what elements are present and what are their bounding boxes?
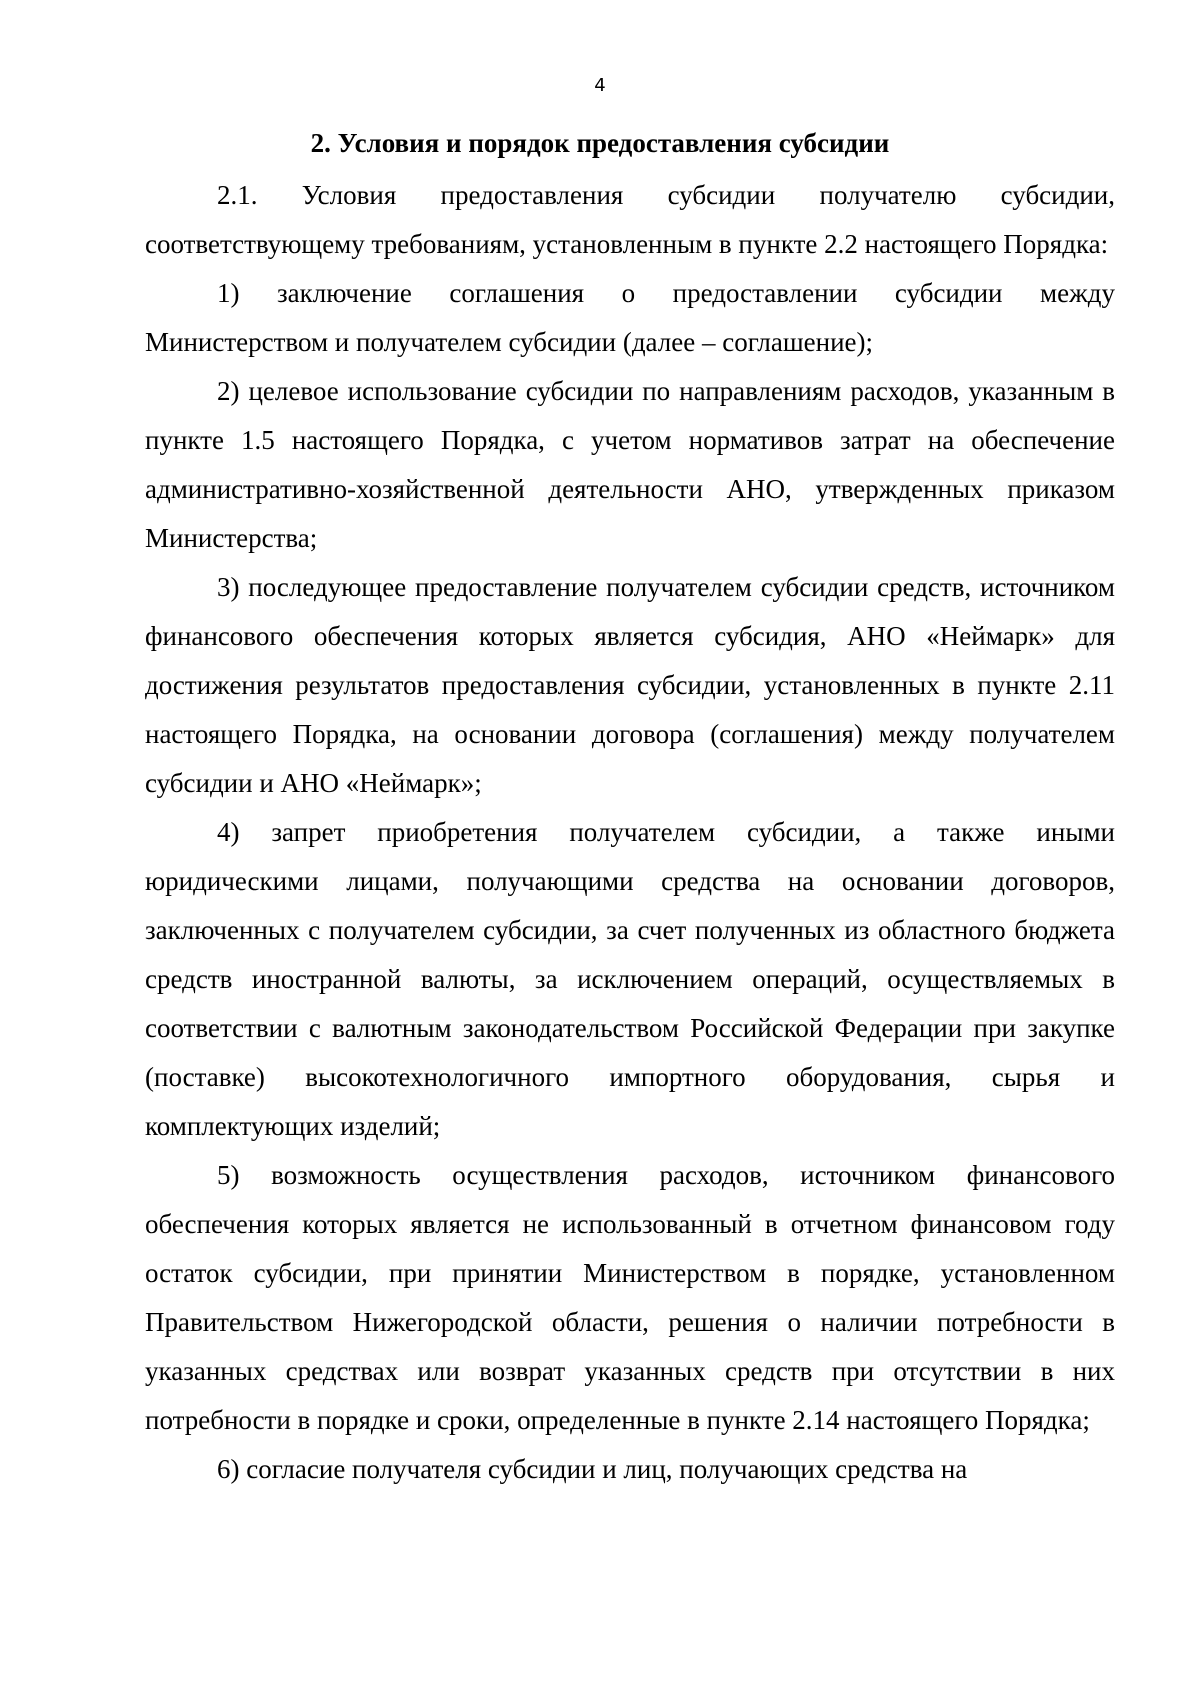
paragraph-2-1: 2.1. Условия предоставления субсидии получателю субсидии, соответствующему требованиям, установленным в пункте 2.2 настоящего Порядка: xyxy=(145,180,1115,259)
document-body xyxy=(145,171,1115,1494)
paragraph-item-1: 1) заключение соглашения о предоставлении субсидии между Министерством и получателем субсидии (далее – соглашение); xyxy=(145,278,1115,357)
paragraph-item-3: 3) последующее предоставление получателем субсидии средств, источником финансового обеспечения которых является субсидия, АНО «Неймарк» для достижения результатов предоставления субсидии, установленных в пункте 2.11 настоящего Порядка, на основании договора (соглашения) между получателем субсидии и АНО «Неймарк»; xyxy=(145,572,1115,798)
paragraph-item-2: 2) целевое использование субсидии по направлениям расходов, указанным в пункте 1.5 настоящего Порядка, с учетом нормативов затрат на обеспечение административно-хозяйственной деятельности АНО, утвержденных приказом Министерства; xyxy=(145,376,1115,553)
paragraph-item-4: 4) запрет приобретения получателем субсидии, а также иными юридическими лицами, получающими средства на основании договоров, заключенных с получателем субсидии, за счет полученных из областного бюджета средств иностранной валюты, за исключением операций, осуществляемых в соответствии с валютным законодательством Российской Федерации при закупке (поставке) высокотехнологичного импортного оборудования, сырья и комплектующих изделий; xyxy=(145,817,1115,1141)
section-title: 2. Условия и порядок предоставления субсидии xyxy=(310,128,890,158)
page-number: 4 xyxy=(594,75,606,96)
paragraph-item-5: 5) возможность осуществления расходов, источником финансового обеспечения которых является не использованный в отчетном финансовом году остаток субсидии, при принятии Министерством в порядке, установленном Правительством Нижегородской области, решения о наличии потребности в указанных средствах или возврат указанных средств при отсутствии в них потребности в порядке и сроки, определенные в пункте 2.14 настоящего Порядка; xyxy=(145,1160,1115,1435)
paragraph-item-6: 6) согласие получателя субсидии и лиц, получающих средства на xyxy=(217,1454,968,1484)
